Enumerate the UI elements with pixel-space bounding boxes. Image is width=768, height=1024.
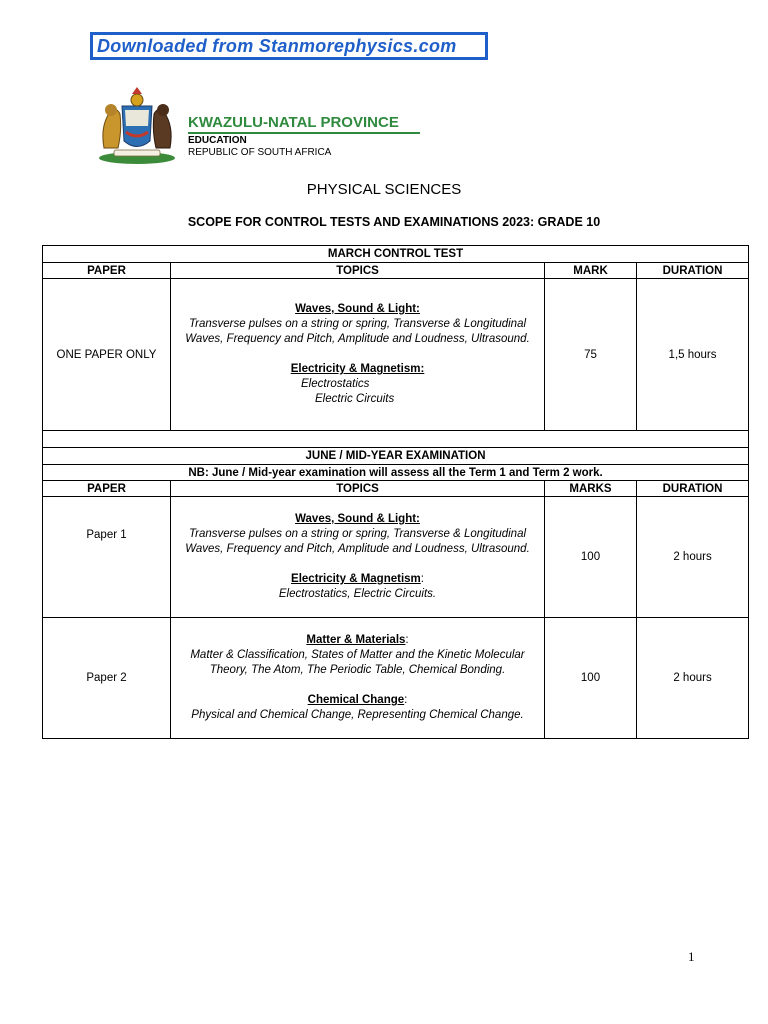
march-header-row xyxy=(43,263,749,279)
topic-text: Matter & Classification, States of Matter and the Kinetic Molecular xyxy=(190,649,525,661)
topic-text: Physical and Chemical Change, Representing Chemical Change. xyxy=(191,709,524,721)
header-paper: PAPER xyxy=(43,263,171,279)
mark-cell: 75 xyxy=(545,279,637,431)
topic-text: Theory, The Atom, The Periodic Table, Chemical Bonding. xyxy=(209,664,506,676)
topics-cell xyxy=(171,279,545,431)
department-name: EDUCATION xyxy=(188,135,247,146)
topic-text: Transverse pulses on a string or spring, Transverse & Longitudinal xyxy=(188,318,527,330)
province-rule xyxy=(188,132,420,134)
page-number: 1 xyxy=(688,949,695,964)
topics-cell xyxy=(171,618,545,739)
paper-cell: Paper 2 xyxy=(43,618,171,739)
table-row xyxy=(43,618,749,739)
topic-heading-colon: : xyxy=(404,694,408,706)
topics-cell xyxy=(171,497,545,618)
topic-text: Waves, Frequency and Pitch, Amplitude and Loudness, Ultrasound. xyxy=(185,543,530,555)
duration-cell: 1,5 hours xyxy=(637,279,749,431)
header-marks: MARKS xyxy=(545,481,637,497)
topic-heading: Matter & Materials xyxy=(306,634,406,646)
topic-heading: Electricity & Magnetism: xyxy=(290,363,425,375)
kzn-coat-of-arms-logo xyxy=(92,86,182,166)
duration-cell: 2 hours xyxy=(637,497,749,618)
paper-cell: ONE PAPER ONLY xyxy=(43,279,171,431)
header-topics: TOPICS xyxy=(171,481,545,497)
header-topics: TOPICS xyxy=(171,263,545,279)
document-title: PHYSICAL SCIENCES xyxy=(306,181,462,198)
topic-heading-colon: : xyxy=(405,634,409,646)
june-note: NB: June / Mid-year examination will assess all the Term 1 and Term 2 work. xyxy=(43,465,749,481)
header-paper: PAPER xyxy=(43,481,171,497)
topic-text: Electrostatics, Electric Circuits. xyxy=(278,588,437,600)
mark-cell: 100 xyxy=(545,497,637,618)
topic-text: Transverse pulses on a string or spring, Transverse & Longitudinal xyxy=(188,528,527,540)
topic-text: Electric Circuits xyxy=(315,393,395,405)
mark-cell: 100 xyxy=(545,618,637,739)
paper-cell: Paper 1 xyxy=(43,497,171,618)
topic-heading-colon: : xyxy=(420,573,424,585)
download-banner: Downloaded from Stanmorephysics.com xyxy=(90,32,488,60)
june-header-row xyxy=(43,481,749,497)
spacer-row xyxy=(43,431,749,448)
document-subtitle: SCOPE FOR CONTROL TESTS AND EXAMINATIONS 2023: GRADE 10 xyxy=(187,215,601,229)
june-section-row xyxy=(43,448,749,465)
june-note-row xyxy=(43,465,749,481)
topic-heading: Waves, Sound & Light: xyxy=(295,513,420,525)
province-name: KWAZULU-NATAL PROVINCE xyxy=(188,114,399,131)
header-duration: DURATION xyxy=(637,263,749,279)
scope-table xyxy=(42,245,749,739)
table-row xyxy=(43,497,749,618)
topic-heading: Chemical Change xyxy=(307,694,405,706)
march-section-title: MARCH CONTROL TEST xyxy=(43,246,749,263)
table-row xyxy=(43,279,749,431)
june-section-title: JUNE / MID-YEAR EXAMINATION xyxy=(43,448,749,465)
march-section-row xyxy=(43,246,749,263)
header-duration: DURATION xyxy=(637,481,749,497)
header-mark: MARK xyxy=(545,263,637,279)
topic-heading: Waves, Sound & Light: xyxy=(295,303,420,315)
topic-heading: Electricity & Magnetism xyxy=(291,573,421,585)
spacer-cell xyxy=(43,431,749,448)
duration-cell: 2 hours xyxy=(637,618,749,739)
topic-text: Waves, Frequency and Pitch, Amplitude and Loudness, Ultrasound. xyxy=(185,333,530,345)
topic-text: Electrostatics xyxy=(301,378,370,390)
country-name: REPUBLIC OF SOUTH AFRICA xyxy=(188,147,332,158)
